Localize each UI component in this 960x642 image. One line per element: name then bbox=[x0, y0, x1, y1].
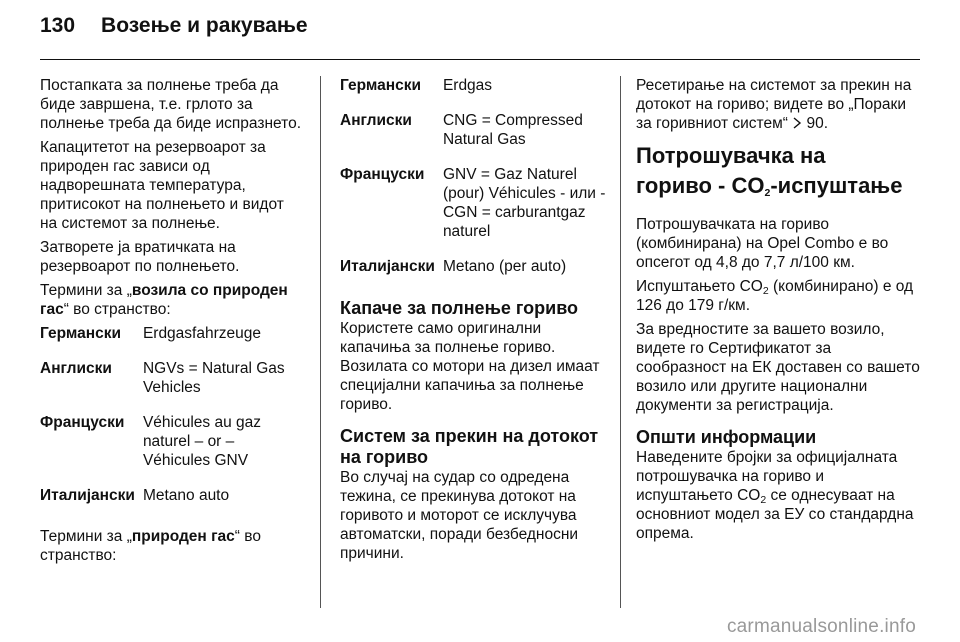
column-divider-2 bbox=[620, 76, 621, 608]
gas-terms-table bbox=[340, 76, 610, 292]
section-heading: Систем за прекин на дотокот на гориво bbox=[340, 426, 599, 467]
column-3 bbox=[636, 76, 922, 548]
table-row: Англиски NGVs = Natural Gas Vehicles bbox=[40, 360, 285, 396]
page-header bbox=[40, 14, 308, 54]
paragraph: Термини за „природен гас“ во странство: bbox=[40, 528, 261, 564]
paragraph: Ресетирање на системот за прекин на дотокот на гориво; видете во „Пораки за горивниот систем“ 90. bbox=[636, 77, 912, 132]
table-row: Француски GNV = Gaz Naturel (pour) Véhicules - или - CGN = carburantgaz naturel bbox=[340, 166, 606, 240]
column-1 bbox=[40, 76, 302, 570]
watermark: carmanualsonline.info bbox=[726, 616, 916, 637]
paragraph: Користете само оригинални капачиња за полнење гориво. Возилата со мотори на дизел имаат специјални капачиња за полнење гориво. bbox=[340, 320, 600, 413]
table-row: Италијански Metano (per auto) bbox=[340, 258, 567, 275]
column-divider-1 bbox=[320, 76, 321, 608]
chapter-title: Возење и ракување bbox=[101, 14, 308, 37]
table-row: Италијански Metano auto bbox=[40, 487, 230, 504]
column-2 bbox=[340, 76, 610, 575]
arrow-reference-icon[interactable] bbox=[792, 115, 802, 132]
paragraph: Потрошувачката на гориво (комбинирана) на Opel Combo е во опсегот од 4,8 до 7,7 л/100 км. bbox=[636, 216, 889, 271]
table-row: Француски Véhicules au gaz naturel – or – Véhicules GNV bbox=[40, 414, 261, 469]
vehicle-terms-table bbox=[40, 324, 302, 521]
section-fuel-cutoff bbox=[340, 426, 610, 563]
header-rule bbox=[40, 59, 920, 60]
paragraph: За вредностите за вашето возило, видете го Сертификатот за сообразност на ЕК доставен со вашето возило или другите национални документи за регистрација. bbox=[636, 321, 920, 414]
paragraph: Постапката за полнење треба да биде завршена, т.е. грлото за полнење треба да биде испразнето. bbox=[40, 77, 302, 132]
section-heading: Општи информации bbox=[636, 427, 817, 447]
section-heading: Капаче за полнење гориво bbox=[340, 298, 579, 318]
paragraph: Термини за „возила со природен гас“ во странство: bbox=[40, 282, 288, 318]
paragraph: Затворете ја вратичката на резервоарот по полнењето. bbox=[40, 239, 240, 275]
section-fuel-adapters bbox=[340, 298, 610, 414]
paragraph: Во случај на судар со одредена тежина, се прекинува дотокот на горивото и моторот се исклучува автоматски, поради безбедносни причини. bbox=[340, 469, 579, 562]
section-title-consumption: Потрошувачка на гориво - $CO_2$-испуштање bbox=[636, 143, 903, 199]
paragraph: Капацитетот на резервоарот за природен гас зависи од надворешната температура, притисокот на полнењето и видот на системот за полнење. bbox=[40, 139, 284, 232]
paragraph: Наведените бројки за официјалната потрошувачка на гориво и испуштањето $CO_2$ се однесуваат на основниот модел за ЕУ со стандардна опрема. bbox=[636, 449, 914, 542]
page-number: 130 bbox=[40, 14, 76, 37]
table-row: Англиски CNG = Compressed Natural Gas bbox=[340, 112, 583, 148]
table-row: Германски Erdgas bbox=[340, 77, 493, 94]
paragraph: Испуштањето $CO_2$ (комбинирано) е од 126 до 179 г/км. bbox=[636, 278, 914, 314]
table-row: Германски Erdgasfahrzeuge bbox=[40, 325, 261, 342]
